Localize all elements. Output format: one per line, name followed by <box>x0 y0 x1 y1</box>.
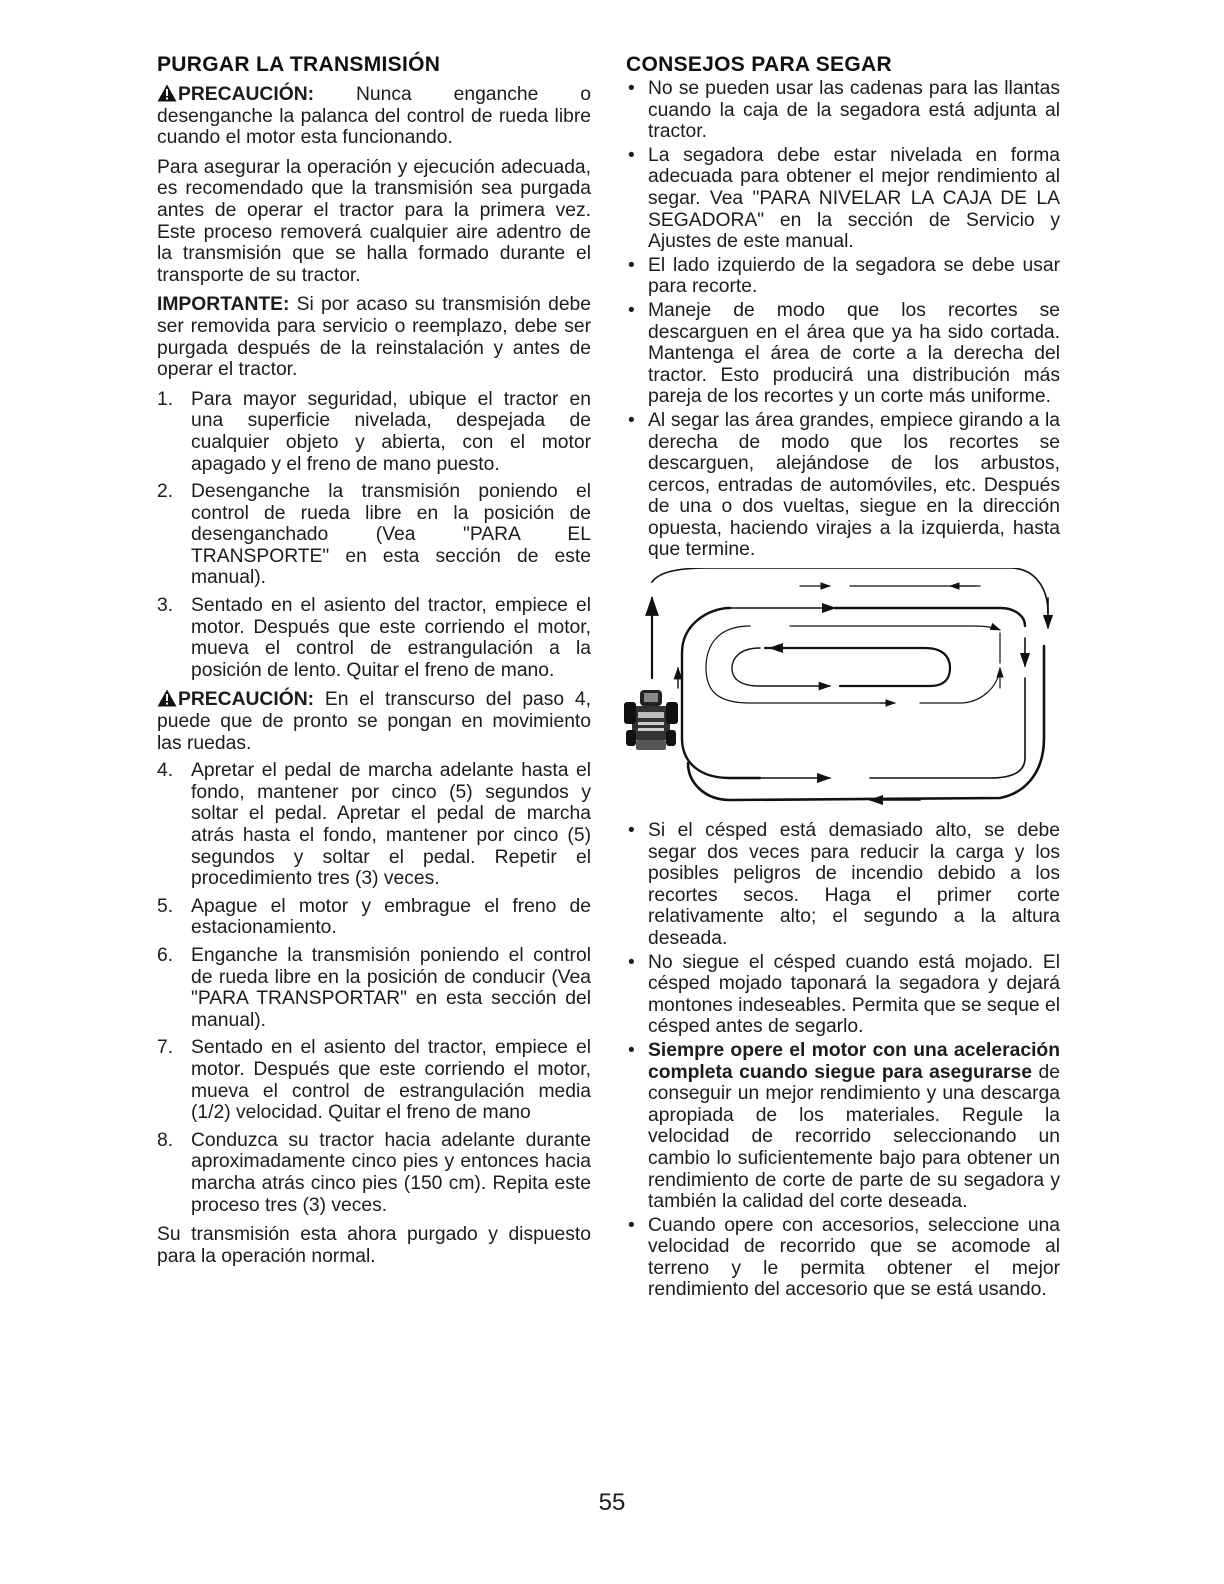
left-column <box>157 52 591 1275</box>
step-number: 6. <box>157 944 174 966</box>
bullet-icon: • <box>628 820 635 841</box>
bullet-icon: • <box>628 254 635 276</box>
warning-triangle-icon <box>157 689 177 707</box>
step-number: 4. <box>157 760 174 782</box>
important-paragraph <box>157 294 591 380</box>
section-heading-purgar: PURGAR LA TRANSMISIÓN <box>157 53 441 76</box>
tip-item <box>626 820 1060 950</box>
bullet-icon: • <box>628 299 635 321</box>
section-heading-consejos: CONSEJOS PARA SEGAR <box>626 53 892 76</box>
tip-item <box>626 410 1060 561</box>
step-text: Sentado en el asiento del tractor, empiece el motor. Después que este corriendo el motor, mueva el control de estrangulación a la posición de lento. Quitar el freno de mano. <box>191 595 591 681</box>
caution-paragraph-1 <box>157 84 591 149</box>
step-item <box>157 1037 591 1123</box>
tip-text: de conseguir un mejor rendimiento y una descarga apropiada de los materiales. Regule la velocidad de recorrido seleccionando un cambio lo suficientemente bajo para obtener un rendimiento de corte de parte de su segadora y también la calidad del corte deseada. <box>648 1061 1060 1213</box>
tips-list-a <box>626 78 1060 561</box>
step-text: Para mayor seguridad, ubique el tractor en una superficie nivelada, despejada de cualquier objeto y abierta, con el motor apagado y el freno de mano puesto. <box>191 388 591 475</box>
caution-paragraph-2 <box>157 689 591 754</box>
outer-path <box>652 568 1048 613</box>
important-text: Si por acaso su transmisión debe ser removida para servicio o reemplazo, debe ser purgada después de la reinstalación y antes de operar el tractor. <box>157 294 591 381</box>
tip-text: Cuando opere con accesorios, seleccione una velocidad de recorrido que se acomode al terreno y le permita obtener el mejor rendimiento del accesorio que se está usando. <box>648 1214 1060 1301</box>
caution-text: En el transcurso del paso 4, puede que de pronto se pongan en movimiento las ruedas. <box>157 689 591 754</box>
step-item <box>157 760 591 890</box>
tractor-icon <box>624 690 678 750</box>
tip-item <box>626 145 1060 253</box>
caution-text: Nunca enganche o desenganche la palanca del control de rueda libre cuando el motor esta funcionando. <box>157 84 591 149</box>
step-item <box>157 896 591 939</box>
tip-bold-text: Siempre opere el motor con una aceleración completa cuando siegue para asegurarse <box>648 1039 1060 1083</box>
step-text: Apretar el pedal de marcha adelante hasta el fondo, mantener por cinco (5) segundos y soltar el pedal. Apretar el pedal de marcha atrás hasta el fondo, mantener por cinco (5) segundos y soltar el pedal. Repetir el procedimiento tres (3) veces. <box>191 760 591 890</box>
bullet-icon: • <box>628 144 635 166</box>
tip-text: La segadora debe estar nivelada en forma adecuada para obtener el mejor rendimiento al segar. Vea "PARA NIVELAR LA CAJA DE LA SEGADORA" en la sección de Servicio y Ajustes de este manual. <box>648 144 1060 253</box>
caution-label: PRECAUCIÓN: <box>178 84 315 105</box>
warning-triangle-icon <box>157 84 177 102</box>
step-number: 1. <box>157 388 174 410</box>
step-item <box>157 1130 591 1216</box>
step-item <box>157 945 591 1031</box>
step-text: Sentado en el asiento del tractor, empiece el motor. Después que este corriendo el motor, mueva el control de estrangulación media (1/2) velocidad. Quitar el freno de mano <box>191 1037 591 1124</box>
tip-text: El lado izquierdo de la segadora se debe usar para recorte. <box>648 254 1060 298</box>
intro-paragraph: Para asegurar la operación y ejecución adecuada, es recomendado que la transmisión sea purgada antes de operar el tractor para la primera vez. Este proceso removerá cualquier aire adentro de la transmisión que se halla formado durante el transporte de su tractor. <box>157 156 591 286</box>
tip-text: No se pueden usar las cadenas para las llantas cuando la caja de la segadora está adjunta al tractor. <box>648 78 1060 143</box>
step-text: Conduzca su tractor hacia adelante durante aproximadamente cinco pies y entonces hacia marcha atrás cinco pies (150 cm). Repita este proceso tres (3) veces. <box>191 1129 591 1216</box>
tip-item <box>626 1040 1060 1213</box>
mowing-pattern-diagram <box>620 568 1060 808</box>
right-column <box>626 52 1060 563</box>
step-number: 7. <box>157 1037 174 1059</box>
bullet-icon: • <box>628 409 635 431</box>
bullet-icon: • <box>628 78 635 99</box>
step-item <box>157 389 591 475</box>
tip-item <box>626 952 1060 1038</box>
step-text: Apague el motor y embrague el freno de estacionamiento. <box>191 895 591 939</box>
closing-paragraph: Su transmisión esta ahora purgado y dispuesto para la operación normal. <box>157 1224 591 1267</box>
step-item <box>157 481 591 589</box>
tip-item <box>626 1215 1060 1301</box>
bullet-icon: • <box>628 1214 635 1236</box>
steps-list-a <box>157 389 591 682</box>
tip-item <box>626 300 1060 408</box>
right-column-lower <box>626 820 1060 1303</box>
tip-text: Maneje de modo que los recortes se descarguen en el área que ya ha sido cortada. Mantenga el área de corte a la derecha del tractor. Esto producirá una distribución más pareja de los recortes y un corte más uniforme. <box>648 299 1060 408</box>
tip-item <box>626 78 1060 143</box>
caution-label: PRECAUCIÓN: <box>178 689 315 711</box>
step-number: 5. <box>157 895 174 917</box>
step-number: 3. <box>157 595 174 617</box>
important-label: IMPORTANTE: <box>157 294 290 316</box>
step-number: 2. <box>157 481 174 503</box>
bullet-icon: • <box>628 951 635 973</box>
tip-text: Si el césped está demasiado alto, se debe segar dos veces para reducir la carga y los posibles peligros de incendio debido a los recortes secos. Haga el primer corte relativamente alto; el segundo a la altura deseada. <box>648 820 1060 949</box>
bullet-icon: • <box>628 1039 635 1061</box>
steps-list-b <box>157 760 591 1216</box>
tip-text: No siegue el césped cuando está mojado. El césped mojado taponará la segadora y dejará montones indeseables. Permita que se seque el césped antes de segarlo. <box>648 951 1060 1038</box>
tip-item <box>626 255 1060 298</box>
step-item <box>157 595 591 681</box>
step-number: 8. <box>157 1129 174 1151</box>
page-number: 55 <box>598 1489 626 1516</box>
step-text: Enganche la transmisión poniendo el control de rueda libre en la posición de conducir (Vea "PARA TRANSPORTAR" en esta sección del manual). <box>191 944 591 1031</box>
tips-list-b <box>626 820 1060 1301</box>
tip-text: Al segar las área grandes, empiece girando a la derecha de modo que los recortes se descarguen, alejándose de los arbustos, cercos, entradas de automóviles, etc. Después de una o dos vueltas, siegue en la dirección opuesta, haciendo virajes a la izquierda, hasta que termine. <box>648 409 1060 561</box>
step-text: Desenganche la transmisión poniendo el control de rueda libre en la posición de desenganchado (Vea "PARA EL TRANSPORTE" en esta sección de este manual). <box>191 481 591 589</box>
